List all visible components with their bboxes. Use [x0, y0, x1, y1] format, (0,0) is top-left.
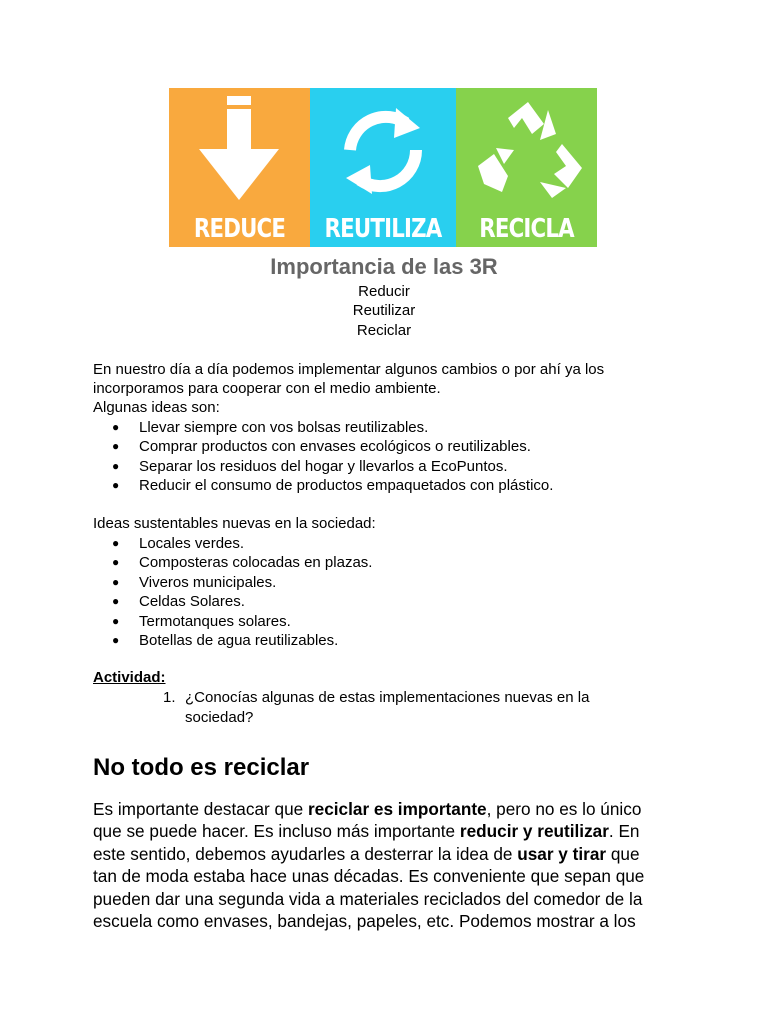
list-item: ● Reducir el consumo de productos empaquetados con plástico. — [112, 476, 553, 495]
list-item: ● Termotanques solares. — [112, 612, 372, 631]
recicla-label: RECICLA — [479, 214, 574, 244]
bold-text: usar y tirar — [517, 843, 607, 864]
text-run: . En — [608, 821, 640, 842]
page-title: Importancia de las 3R — [270, 254, 498, 279]
bold-text: reducir y reutilizar — [459, 821, 609, 842]
subtitle-reciclar: Reciclar — [356, 322, 412, 339]
three-r-banner — [169, 88, 597, 247]
section-paragraph — [93, 798, 673, 932]
activity-line-1: ¿Conocías algunas de estas implementaciones nuevas en la — [185, 689, 590, 706]
list-item: ● Botellas de agua reutilizables. — [112, 631, 372, 650]
list-item: ● Locales verdes. — [112, 534, 372, 553]
section-heading: No todo es reciclar — [93, 754, 310, 781]
list-item: ● Comprar productos con envases ecológicos o reutilizables. — [112, 437, 553, 456]
list-item: ● Viveros municipales. — [112, 573, 372, 592]
text-run: Es importante destacar que — [93, 799, 308, 819]
list-item: ● Separar los residuos del hogar y llevarlos a EcoPuntos. — [112, 457, 553, 476]
text-run: , pero no es lo único — [486, 799, 642, 819]
list-item: ● Llevar siempre con vos bolsas reutilizables. — [112, 418, 553, 437]
subtitle-reutilizar: Reutilizar — [352, 302, 416, 319]
ideas-list — [112, 418, 553, 496]
reduce-panel — [169, 88, 310, 247]
text-line: pueden dar una segunda vida a materiales reciclados del comedor de la — [93, 888, 643, 909]
text-run: este sentido, debemos ayudarles a desterrar la idea de — [93, 843, 518, 864]
list-item: ● Celdas Solares. — [112, 592, 372, 611]
intro-line-3: Algunas ideas son: — [93, 399, 220, 416]
reutiliza-panel — [310, 88, 456, 247]
recicla-panel — [456, 88, 597, 247]
text-line: escuela como envases, bandejas, papeles, etc. Podemos mostrar a los — [93, 911, 636, 932]
intro-line-2: incorporamos para cooperar con el medio ambiente. — [93, 380, 441, 397]
new-ideas-list — [112, 534, 372, 650]
activity-label: Actividad: — [93, 669, 166, 686]
list-item: ● Composteras colocadas en plazas. — [112, 553, 372, 572]
activity-question — [185, 688, 615, 727]
bold-text: reciclar es importante — [307, 799, 487, 819]
new-ideas-heading: Ideas sustentables nuevas en la sociedad: — [93, 515, 376, 532]
text-line: tan de moda estaba hace unas décadas. Es conveniente que sepan que — [93, 866, 645, 887]
text-run: que — [606, 843, 640, 864]
reutiliza-label: REUTILIZA — [324, 214, 442, 244]
text-run: que se puede hacer. Es incluso más importante — [93, 821, 460, 842]
activity-line-2: sociedad? — [185, 708, 254, 726]
intro-line-1: En nuestro día a día podemos implementar algunos cambios o por ahí ya los — [93, 361, 605, 378]
reduce-label: REDUCE — [193, 214, 286, 244]
activity-number: 1. — [163, 689, 176, 706]
subtitle-reducir: Reducir — [358, 283, 410, 300]
